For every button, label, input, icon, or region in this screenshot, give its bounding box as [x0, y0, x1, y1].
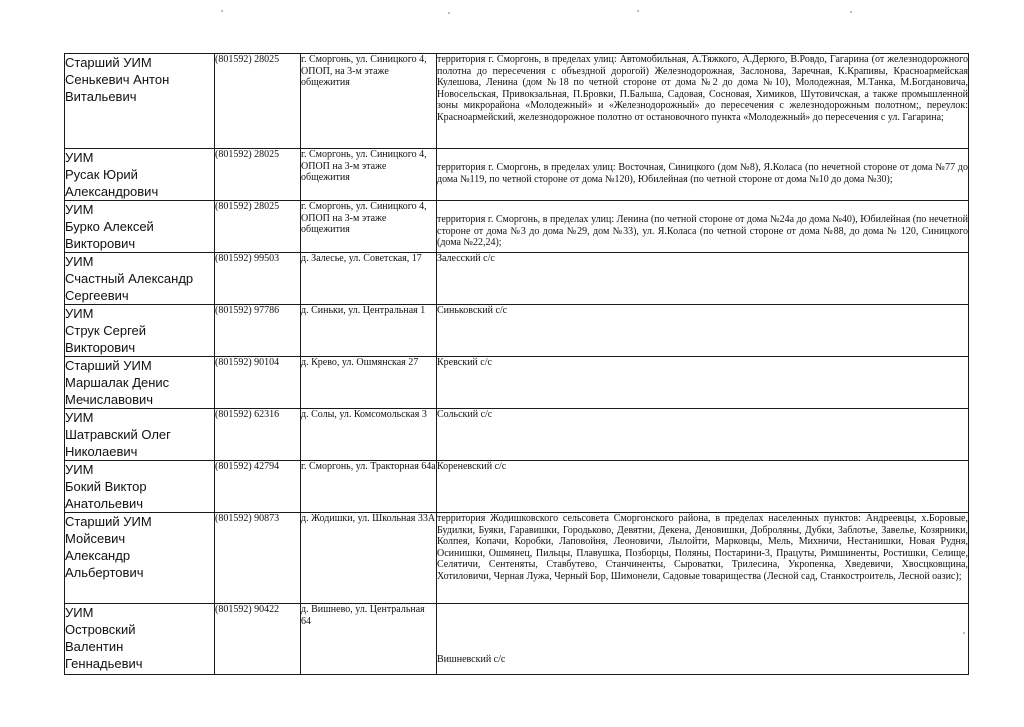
scan-speck: [850, 11, 852, 13]
phone-number: (801592) 28025: [215, 201, 301, 253]
service-territory: территория г. Сморгонь, в пределах улиц: Восточная, Синицкого (дом №8), Я.Коласа (по нечетной стороне от дома №77 до дома №119, по четной стороне от дома №120), Юбилейная (по четной стороне от дома №10 до дома №30);: [437, 149, 969, 201]
officer-roster-table: [64, 53, 969, 675]
office-address: г. Сморгонь, ул. Синицкого 4, ОПОП, на 3-м этаже общежития: [301, 54, 437, 149]
office-address: г. Сморгонь, ул. Синицкого 4, ОПОП на 3-м этаже общежития: [301, 149, 437, 201]
officer-name: УИМ Бокий Виктор Анатольевич: [65, 461, 215, 513]
table-row: [65, 357, 969, 409]
officer-name: УИМ Островский Валентин Геннадьевич: [65, 604, 215, 675]
officer-name: УИМ Струк Сергей Викторович: [65, 305, 215, 357]
office-address: г. Сморгонь, ул. Синицкого 4, ОПОП на 3-м этаже общежития: [301, 201, 437, 253]
table-row: [65, 201, 969, 253]
table-row: [65, 253, 969, 305]
service-territory: Синьковский с/с: [437, 305, 969, 357]
table-row: [65, 604, 969, 675]
service-territory: территория Жодишковского сельсовета Сморгонского района, в пределах населенных пунктов: Андреевцы, х.Боровые, Будилки, Буяки, Гаравишки, Городьково, Девятни, Декена, Деновишки, Доброляны, Дубки, Заблотье, Завелье, Козярники, Колпея, Копачи, Коробки, Лаповойня, Леоновичи, Лылойти, Марковцы, Мель, Михничи, Нестанишки, Новая Рудня, Осинишки, Ошмянец, Пильцы, Плавушка, Позборцы, Поляны, Постарини-3, Працуты, Римшиненты, Ростишки, Селище, Селятичи, Сентеняты, Ставбутево, Станчиненты, Сыроватки, Трилесина, Укропенка, Хведевичи, Хвосцковщина, Хотиловичи, Черная Лужа, Черный Бор, Шимонели, Садовые товарищества (Лесной сад, Станкостроитель, Лесной оазис);: [437, 513, 969, 604]
phone-number: (801592) 97786: [215, 305, 301, 357]
service-territory: Залесский с/с: [437, 253, 969, 305]
office-address: д. Синьки, ул. Центральная 1: [301, 305, 437, 357]
office-address: д. Залесье, ул. Советская, 17: [301, 253, 437, 305]
officer-name: Старший УИМ Мойсевич Александр Альбертович: [65, 513, 215, 604]
service-territory: территория г. Сморгонь, в пределах улиц: Ленина (по четной стороне от дома №24а до дома №40), Юбилейная (по нечетной стороне от дома №3 до дома №29, дом №33), ул. Я.Коласа (по четной стороне от дома №88, до дома № 120, Синицкого (дома №22,24);: [437, 201, 969, 253]
scan-speck: [637, 10, 639, 12]
phone-number: (801592) 90104: [215, 357, 301, 409]
service-territory: Сольский с/с: [437, 409, 969, 461]
office-address: д. Вишнево, ул. Центральная 64: [301, 604, 437, 675]
phone-number: (801592) 99503: [215, 253, 301, 305]
service-territory: территория г. Сморгонь, в пределах улиц: Автомобильная, А.Тяжкого, А.Дерюго, В.Ровдо, Гагарина (от железнодорожного полотна до пересечения с объездной дорогой) Железнодорожная, Заслонова, Заречная, К.Крапивы, Красноармейская Кулешова, Ленина (дом №18 по четной стороне от дома №2 до дома №10), Молодежная, М.Танка, М.Богдановича, Новосельская, Привокзальная, П.Бровки, П.Бальша, Садовая, Сосновая, Химиков, Шутовичская, а также промышленной зоны микрорайона «Молодежный» и «Железнодорожный» до пересечения с железнодорожным полотном;, переулок: Красноармейский, железнодорожное полотно от остановочного пункта «Молодежный» до пересечения с ул. Гагарина;: [437, 54, 969, 149]
phone-number: (801592) 90422: [215, 604, 301, 675]
scan-speck: [221, 10, 223, 12]
table-row: [65, 305, 969, 357]
phone-number: (801592) 28025: [215, 149, 301, 201]
phone-number: (801592) 90873: [215, 513, 301, 604]
service-territory: Вишневский с/с: [437, 604, 969, 675]
phone-number: (801592) 42794: [215, 461, 301, 513]
office-address: г. Сморгонь, ул. Тракторная 64а: [301, 461, 437, 513]
office-address: д. Жодишки, ул. Школьная 33А: [301, 513, 437, 604]
office-address: д. Солы, ул. Комсомольская 3: [301, 409, 437, 461]
table-row: [65, 461, 969, 513]
officer-name: УИМ Бурко Алексей Викторович: [65, 201, 215, 253]
service-territory: Кореневский с/с: [437, 461, 969, 513]
office-address: д. Крево, ул. Ошмянская 27: [301, 357, 437, 409]
table-row: [65, 513, 969, 604]
officer-name: УИМ Русак Юрий Александрович: [65, 149, 215, 201]
phone-number: (801592) 62316: [215, 409, 301, 461]
phone-number: (801592) 28025: [215, 54, 301, 149]
officer-name: УИМ Шатравский Олег Николаевич: [65, 409, 215, 461]
officer-name: Старший УИМ Сенькевич Антон Витальевич: [65, 54, 215, 149]
table-row: [65, 409, 969, 461]
table-row: [65, 54, 969, 149]
officer-name: Старший УИМ Маршалак Денис Мечиславович: [65, 357, 215, 409]
scan-speck: [448, 12, 450, 14]
table-row: [65, 149, 969, 201]
service-territory: Кревский с/с: [437, 357, 969, 409]
officer-name: УИМ Счастный Александр Сергеевич: [65, 253, 215, 305]
